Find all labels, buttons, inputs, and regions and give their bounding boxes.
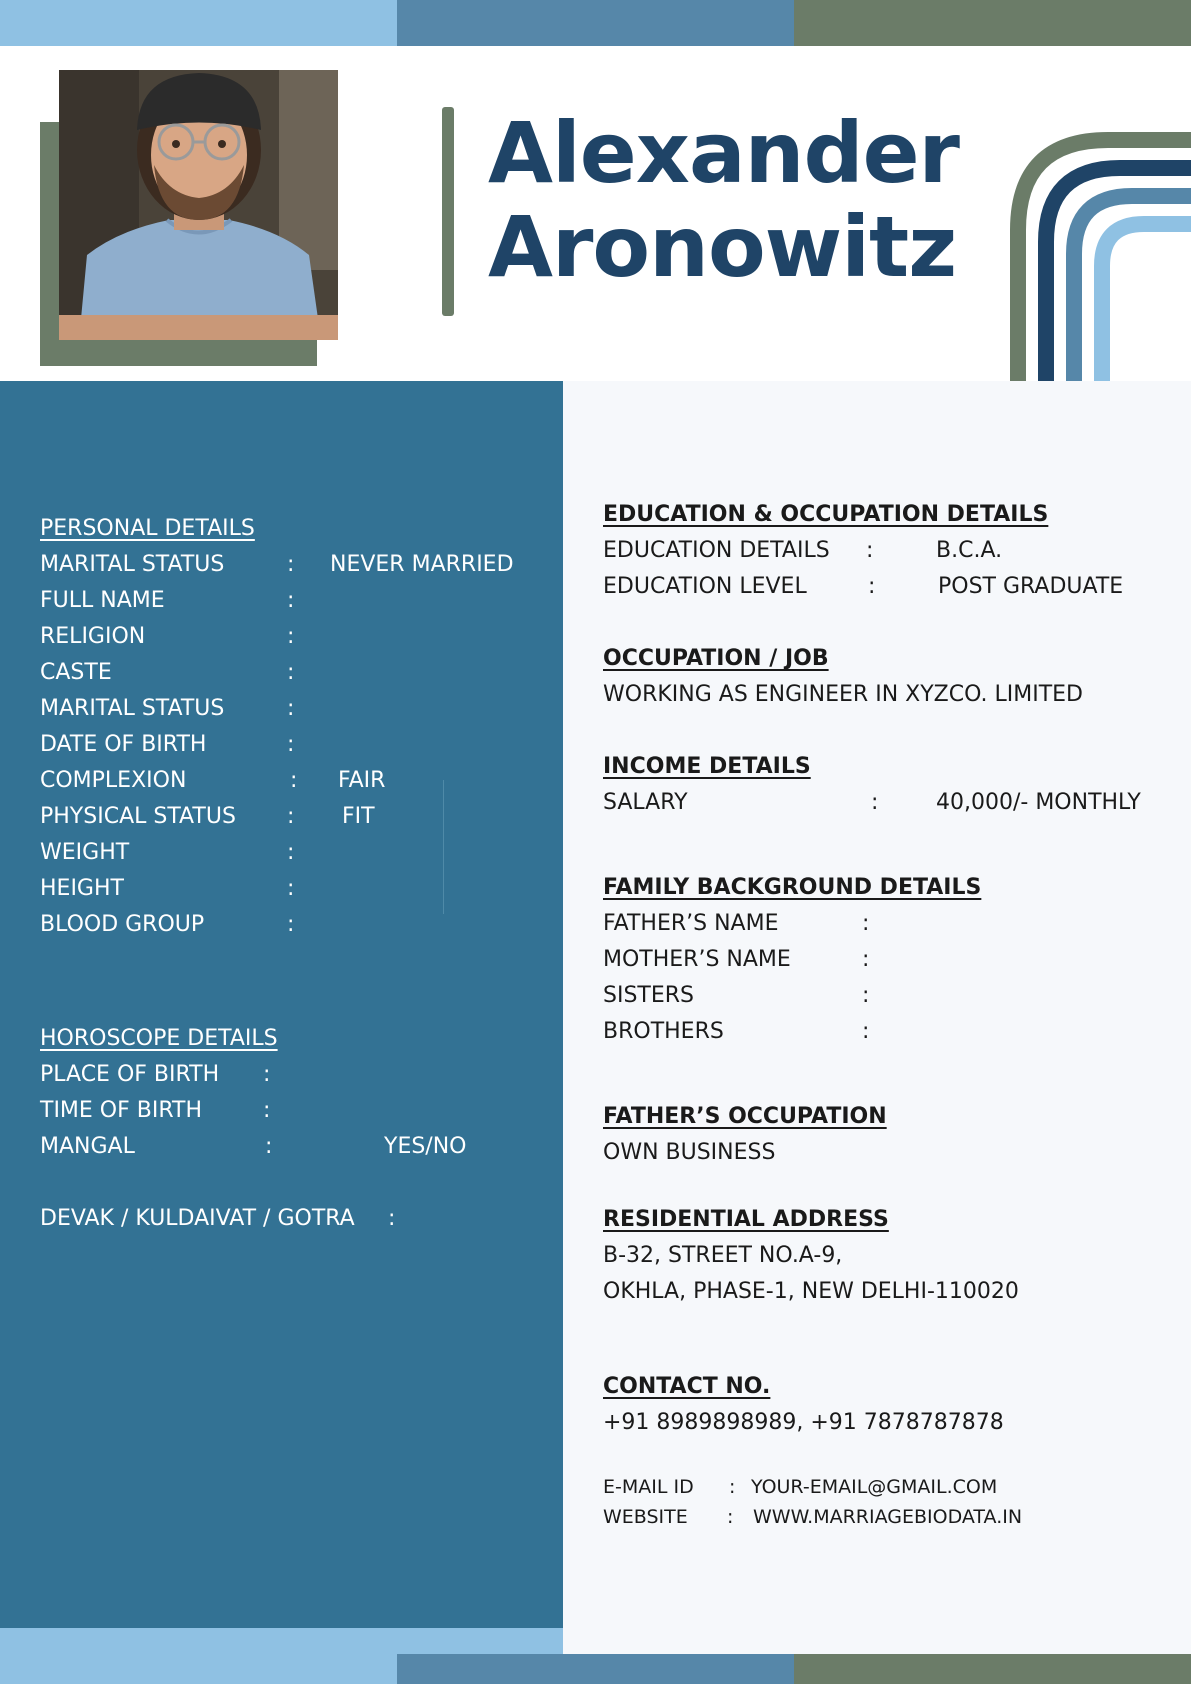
personal-value: FAIR — [338, 768, 386, 793]
separator: : — [727, 1506, 734, 1528]
separator: : — [263, 1098, 271, 1123]
horoscope-value: YES/NO — [384, 1134, 467, 1159]
separator: : — [287, 840, 295, 865]
separator: : — [862, 983, 870, 1008]
address-line-2: OKHLA, PHASE-1, NEW DELHI-110020 — [603, 1279, 1019, 1304]
separator: : — [287, 732, 295, 757]
salary-value: 40,000/- MONTHLY — [936, 790, 1141, 815]
education-label: EDUCATION LEVEL — [603, 574, 807, 599]
father-occupation-text: OWN BUSINESS — [603, 1140, 776, 1165]
separator: : — [287, 696, 295, 721]
contact-phones: +91 8989898989, +91 7878787878 — [603, 1410, 1004, 1435]
personal-value: FIT — [342, 804, 375, 829]
personal-label: WEIGHT — [40, 840, 130, 865]
separator: : — [287, 552, 295, 577]
separator: : — [871, 790, 879, 815]
separator: : — [729, 1476, 736, 1498]
separator: : — [265, 1134, 273, 1159]
personal-label: FULL NAME — [40, 588, 165, 613]
education-value: B.C.A. — [936, 538, 1003, 563]
personal-label: BLOOD GROUP — [40, 912, 205, 937]
personal-label: HEIGHT — [40, 876, 124, 901]
father-occupation-heading: FATHER’S OCCUPATION — [603, 1104, 887, 1129]
website-link[interactable]: WWW.MARRIAGEBIODATA.IN — [753, 1506, 1023, 1528]
personal-value: NEVER MARRIED — [330, 552, 514, 577]
bottom-bar-mid — [397, 1654, 794, 1684]
separator: : — [263, 1062, 271, 1087]
separator: : — [287, 912, 295, 937]
family-label: BROTHERS — [603, 1019, 724, 1044]
separator: : — [287, 624, 295, 649]
horoscope-label: MANGAL — [40, 1134, 135, 1159]
contact-heading: CONTACT NO. — [603, 1374, 771, 1399]
horoscope-details-heading: HOROSCOPE DETAILS — [40, 1026, 278, 1051]
email-label: E-MAIL ID — [603, 1476, 694, 1498]
occupation-heading: OCCUPATION / JOB — [603, 646, 829, 671]
income-heading: INCOME DETAILS — [603, 754, 811, 779]
separator: : — [287, 588, 295, 613]
bottom-bar-green — [794, 1654, 1191, 1684]
family-label: MOTHER’S NAME — [603, 947, 791, 972]
personal-label: RELIGION — [40, 624, 146, 649]
horoscope-label: TIME OF BIRTH — [40, 1098, 203, 1123]
separator: : — [287, 876, 295, 901]
occupation-text: WORKING AS ENGINEER IN XYZCO. LIMITED — [603, 682, 1083, 707]
first-name: Alexander — [488, 104, 959, 202]
separator: : — [287, 804, 295, 829]
horoscope-label: PLACE OF BIRTH — [40, 1062, 220, 1087]
profile-photo — [59, 70, 338, 340]
separator: : — [862, 947, 870, 972]
top-bar-light — [0, 0, 397, 46]
personal-label: MARITAL STATUS — [40, 552, 225, 577]
separator: : — [287, 660, 295, 685]
email-link[interactable]: YOUR-EMAIL@GMAIL.COM — [751, 1476, 998, 1498]
candidate-name — [488, 106, 959, 294]
family-label: SISTERS — [603, 983, 695, 1008]
personal-details-heading: PERSONAL DETAILS — [40, 516, 255, 541]
address-line-1: B-32, STREET NO.A-9, — [603, 1243, 843, 1268]
separator: : — [862, 1019, 870, 1044]
top-bar-mid — [397, 0, 794, 46]
education-label: EDUCATION DETAILS — [603, 538, 830, 563]
last-name: Aronowitz — [488, 198, 957, 296]
separator: : — [862, 911, 870, 936]
separator: : — [868, 574, 876, 599]
address-heading: RESIDENTIAL ADDRESS — [603, 1207, 889, 1232]
title-accent-rule — [442, 107, 454, 316]
personal-label: COMPLEXION — [40, 768, 187, 793]
salary-label: SALARY — [603, 790, 688, 815]
family-heading: FAMILY BACKGROUND DETAILS — [603, 875, 982, 900]
family-label: FATHER’S NAME — [603, 911, 779, 936]
education-value: POST GRADUATE — [938, 574, 1124, 599]
education-heading: EDUCATION & OCCUPATION DETAILS — [603, 502, 1049, 527]
panel-divider-line — [443, 780, 444, 914]
personal-label: DATE OF BIRTH — [40, 732, 207, 757]
decorative-arcs — [1000, 130, 1191, 381]
website-label: WEBSITE — [603, 1506, 688, 1528]
top-bar-green — [794, 0, 1191, 46]
personal-label: PHYSICAL STATUS — [40, 804, 236, 829]
separator: : — [290, 768, 298, 793]
gotra-label: DEVAK / KULDAIVAT / GOTRA — [40, 1206, 355, 1231]
personal-label: MARITAL STATUS — [40, 696, 225, 721]
separator: : — [388, 1206, 396, 1231]
personal-label: CASTE — [40, 660, 112, 685]
separator: : — [866, 538, 874, 563]
